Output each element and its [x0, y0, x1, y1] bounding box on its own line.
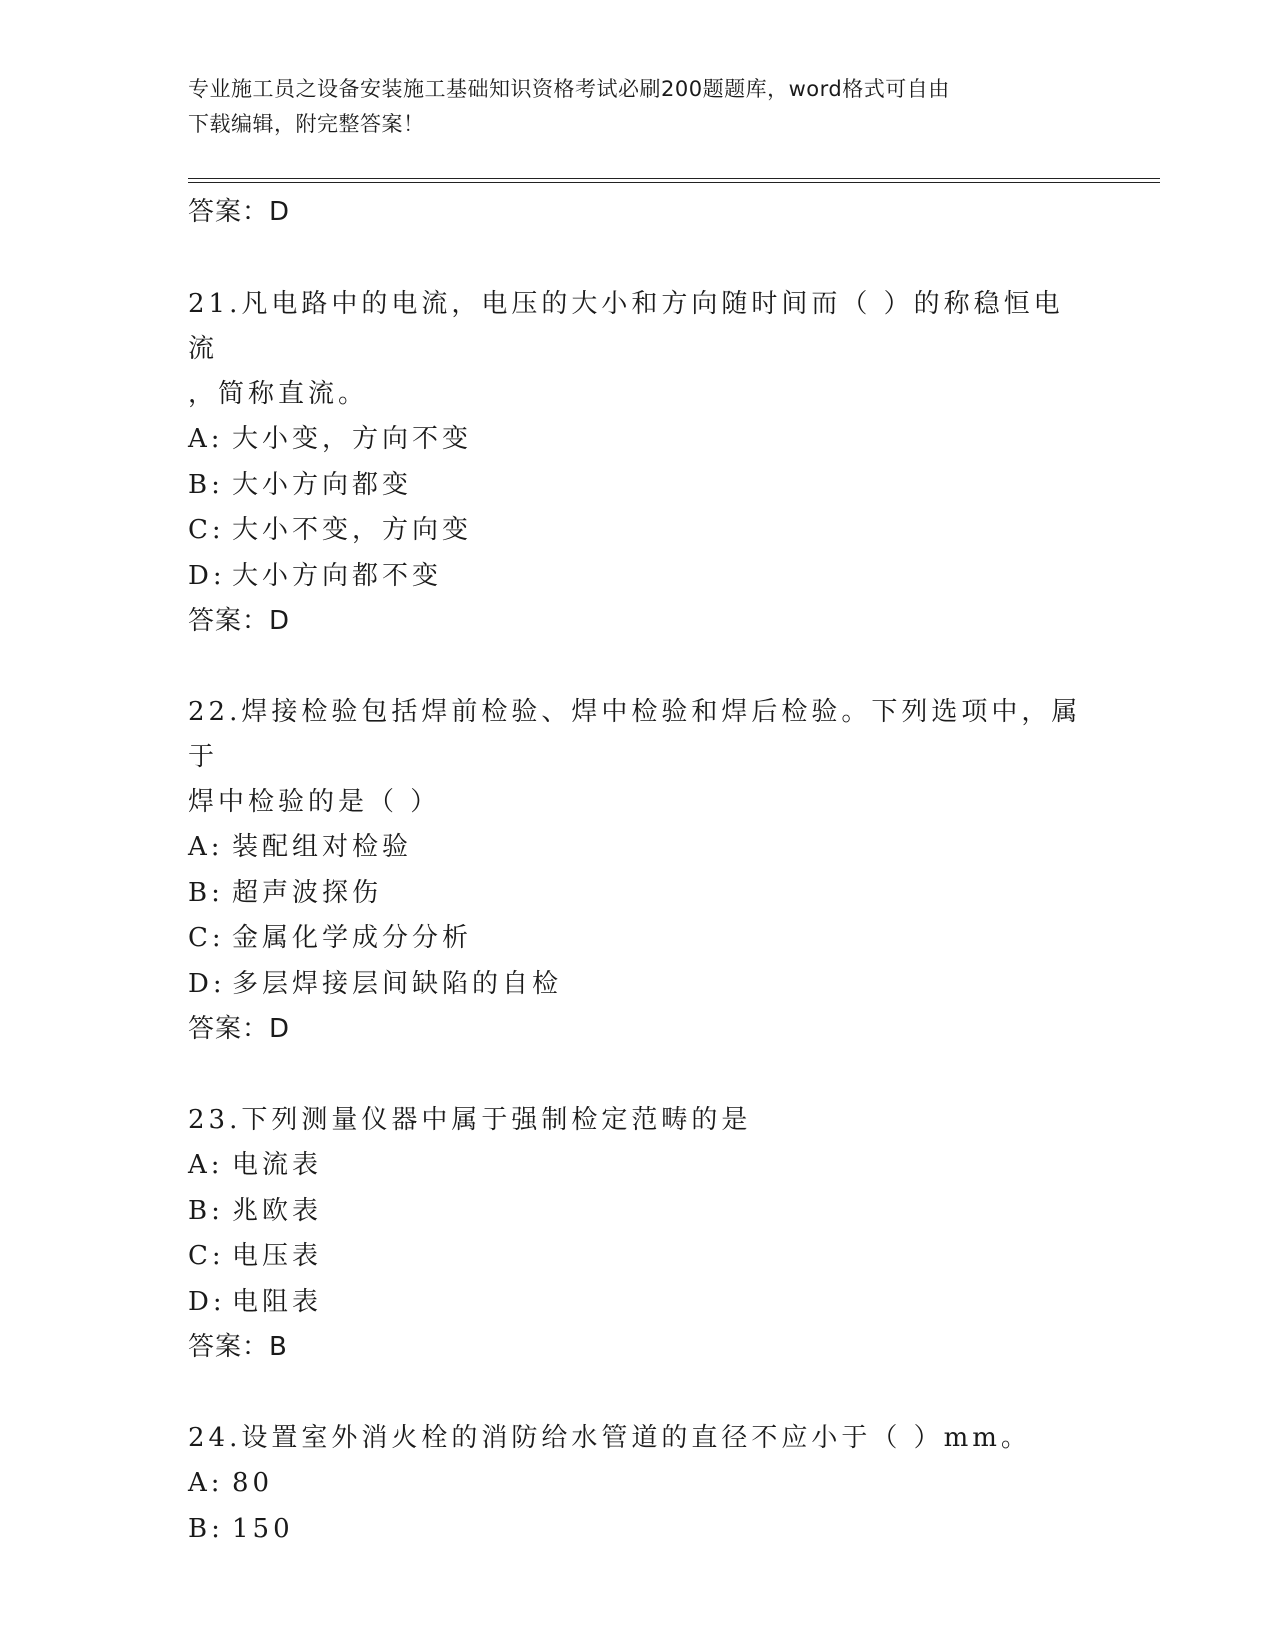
answer-line: 答案：B [188, 1332, 288, 1362]
option-key: D: [188, 968, 226, 999]
option-key: B: [188, 1513, 224, 1544]
option-text: 大小不变，方向变 [232, 515, 473, 545]
option-text: 大小变，方向不变 [232, 424, 473, 454]
question-stem: 24.设置室外消火栓的消防给水管道的直径不应小于（ ）mm。 [188, 1423, 1031, 1453]
question-stem: 23.下列测量仪器中属于强制检定范畴的是 [188, 1105, 752, 1135]
option-c [188, 916, 1088, 962]
header-line-2: 下载编辑，附完整答案！ [188, 112, 425, 136]
question-stem-continued: ，简称直流。 [188, 379, 369, 409]
option-key: D: [188, 560, 226, 591]
option-key: D: [188, 1286, 226, 1317]
option-text: 电流表 [232, 1150, 323, 1180]
option-b [188, 1507, 1088, 1553]
option-key: B: [188, 469, 224, 500]
question-22 [188, 690, 1088, 1052]
question-stem-continued: 焊中检验的是（ ） [188, 787, 441, 817]
question-21 [188, 282, 1088, 644]
option-b [188, 1189, 1088, 1235]
option-text: 金属化学成分分析 [232, 923, 473, 953]
question-stem: 21.凡电路中的电流，电压的大小和方向随时间而（ ）的称稳恒电流 [188, 289, 1064, 364]
option-text: 大小方向都不变 [232, 560, 443, 591]
answer-line: 答案：D [188, 606, 291, 636]
option-text: 80 [232, 1468, 274, 1498]
option-key: C: [188, 1241, 225, 1271]
option-d [188, 1280, 1088, 1326]
option-key: C: [188, 923, 225, 953]
option-c [188, 508, 1088, 554]
option-key: B: [188, 877, 224, 908]
question-24 [188, 1416, 1088, 1552]
option-key: A: [188, 1150, 224, 1180]
question-stem: 22.焊接检验包括焊前检验、焊中检验和焊后检验。下列选项中，属于 [188, 697, 1082, 772]
option-text: 电阻表 [232, 1286, 323, 1317]
option-b [188, 871, 1088, 917]
option-a [188, 417, 1088, 463]
option-d [188, 962, 1088, 1008]
option-key: C: [188, 515, 225, 545]
question-list [188, 188, 1088, 1552]
option-key: A: [188, 424, 224, 454]
option-a [188, 1461, 1088, 1507]
option-b [188, 463, 1088, 509]
option-text: 装配组对检验 [232, 832, 413, 862]
previous-answer: 答案：D [188, 197, 291, 227]
option-text: 兆欧表 [232, 1195, 323, 1226]
option-a [188, 1143, 1088, 1189]
answer-line: 答案：D [188, 1014, 291, 1044]
option-key: A: [188, 1468, 224, 1498]
question-23 [188, 1098, 1088, 1370]
option-a [188, 825, 1088, 871]
page-header [188, 72, 1088, 142]
header-line-1: 专业施工员之设备安装施工基础知识资格考试必刷200题题库，word格式可自由 [188, 77, 950, 101]
header-divider [188, 178, 1160, 183]
option-key: A: [188, 832, 224, 862]
option-text: 电压表 [232, 1241, 323, 1271]
option-text: 多层焊接层间缺陷的自检 [232, 968, 563, 999]
option-key: B: [188, 1195, 224, 1226]
option-text: 150 [232, 1513, 294, 1544]
option-text: 超声波探伤 [232, 877, 383, 908]
option-text: 大小方向都变 [232, 469, 413, 500]
option-d [188, 554, 1088, 600]
option-c [188, 1234, 1088, 1280]
